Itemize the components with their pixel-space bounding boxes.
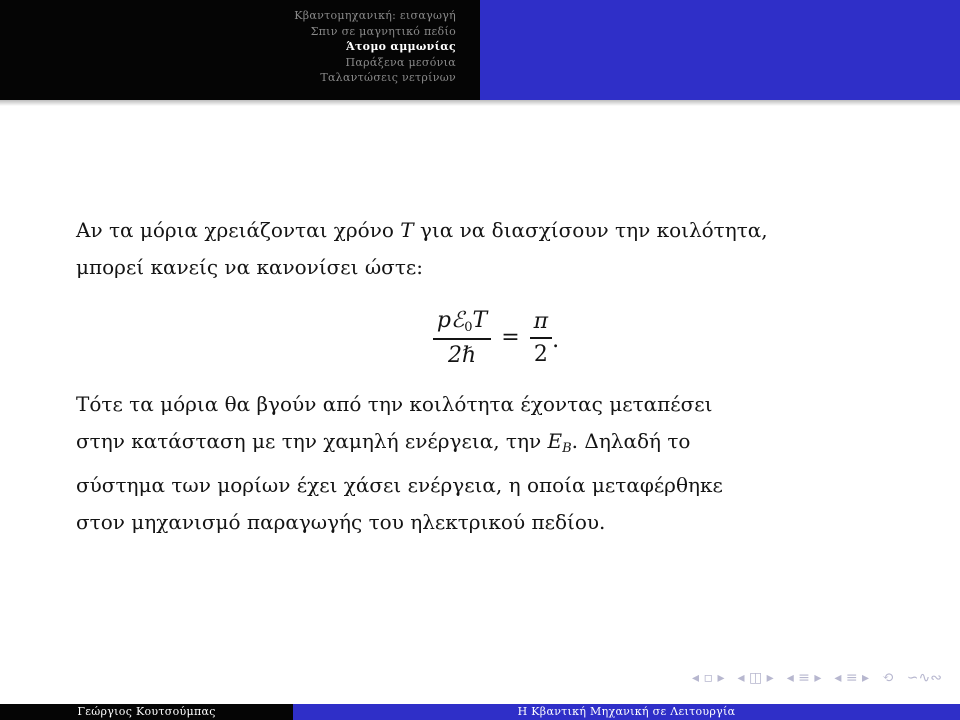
- text-line: σύστημα των μορίων έχει χάσει ενέργεια, η οποία μεταφέρθηκε: [76, 472, 723, 497]
- math-symbol-T: T: [400, 218, 414, 242]
- paragraph-result: [76, 386, 916, 541]
- section-nav-icon[interactable]: ◂ ≡ ▸: [786, 670, 822, 686]
- section-link-strange-mesons[interactable]: Παράξενα μεσόνια: [345, 55, 456, 69]
- text-line: Τότε τα μόρια θα βγούν από την κοιλότητα έχοντας μεταπέσει: [76, 391, 713, 416]
- equals-sign: =: [501, 325, 520, 351]
- fraction-denominator: 2ℏ: [447, 342, 477, 368]
- footline-author: Γεώργιος Κουτσούμπας: [0, 704, 293, 720]
- text-line: στην κατάσταση με την χαμηλή ενέργεια, την: [76, 428, 548, 453]
- section-link-quantum-intro[interactable]: Κβαντομηχανική: εισαγωγή: [294, 9, 456, 22]
- math-symbol: ℰ: [450, 308, 465, 333]
- back-nav-icon[interactable]: ⟲: [882, 670, 894, 686]
- math-subscript-B: B: [562, 440, 572, 456]
- fraction-lhs: [433, 308, 491, 368]
- slide-content: [76, 212, 916, 541]
- text-line: μπορεί κανείς να κανονίσει ώστε:: [76, 255, 423, 279]
- footline-title: Η Κβαντική Μηχανική σε Λειτουργία: [293, 704, 960, 720]
- math-subscript: 0: [464, 320, 473, 335]
- math-symbol-E: E: [547, 428, 563, 453]
- section-link-ammonia[interactable]: Άτομο αμμωνίας: [346, 40, 456, 53]
- text-line: . Δηλαδή το: [571, 428, 691, 453]
- fraction-rhs: [530, 309, 552, 367]
- math-symbol: T: [472, 308, 488, 333]
- search-nav-icon[interactable]: ∽∿∾: [906, 670, 942, 686]
- text-line: Αν τα μόρια χρειάζονται χρόνο: [76, 218, 401, 242]
- paragraph-intro: [76, 212, 916, 286]
- fraction-numerator: π: [533, 309, 549, 334]
- section-link-spin[interactable]: Σπιν σε μαγνητικό πεδίο: [310, 24, 456, 38]
- headline-shadow: [0, 100, 960, 106]
- section-navigation: [294, 8, 456, 86]
- headline-bar: [0, 0, 960, 100]
- beamer-navigation-symbols: [692, 670, 942, 686]
- text-line: για να διασχίσουν την κοιλότητα,: [413, 218, 768, 242]
- footline-bar: [0, 704, 960, 720]
- subsubsection-nav-icon[interactable]: ◂ ≡ ▸: [834, 670, 870, 686]
- headline-left: [0, 0, 480, 100]
- section-link-neutrino[interactable]: Ταλαντώσεις νετρίνων: [320, 71, 456, 84]
- math-symbol: p: [436, 308, 451, 333]
- subsection-nav-icon[interactable]: ◂ ◫ ▸: [737, 670, 774, 686]
- fraction-numerator: [433, 308, 491, 338]
- text-line: στον μηχανισμό παραγωγής του ηλεκτρικού πεδίου.: [76, 509, 606, 534]
- equation: [76, 308, 916, 368]
- fraction-denominator: 2: [533, 341, 548, 367]
- headline-right: [480, 0, 960, 100]
- equation-punctuation: .: [552, 328, 560, 354]
- frame-nav-icon[interactable]: ◂ ▫ ▸: [692, 670, 725, 686]
